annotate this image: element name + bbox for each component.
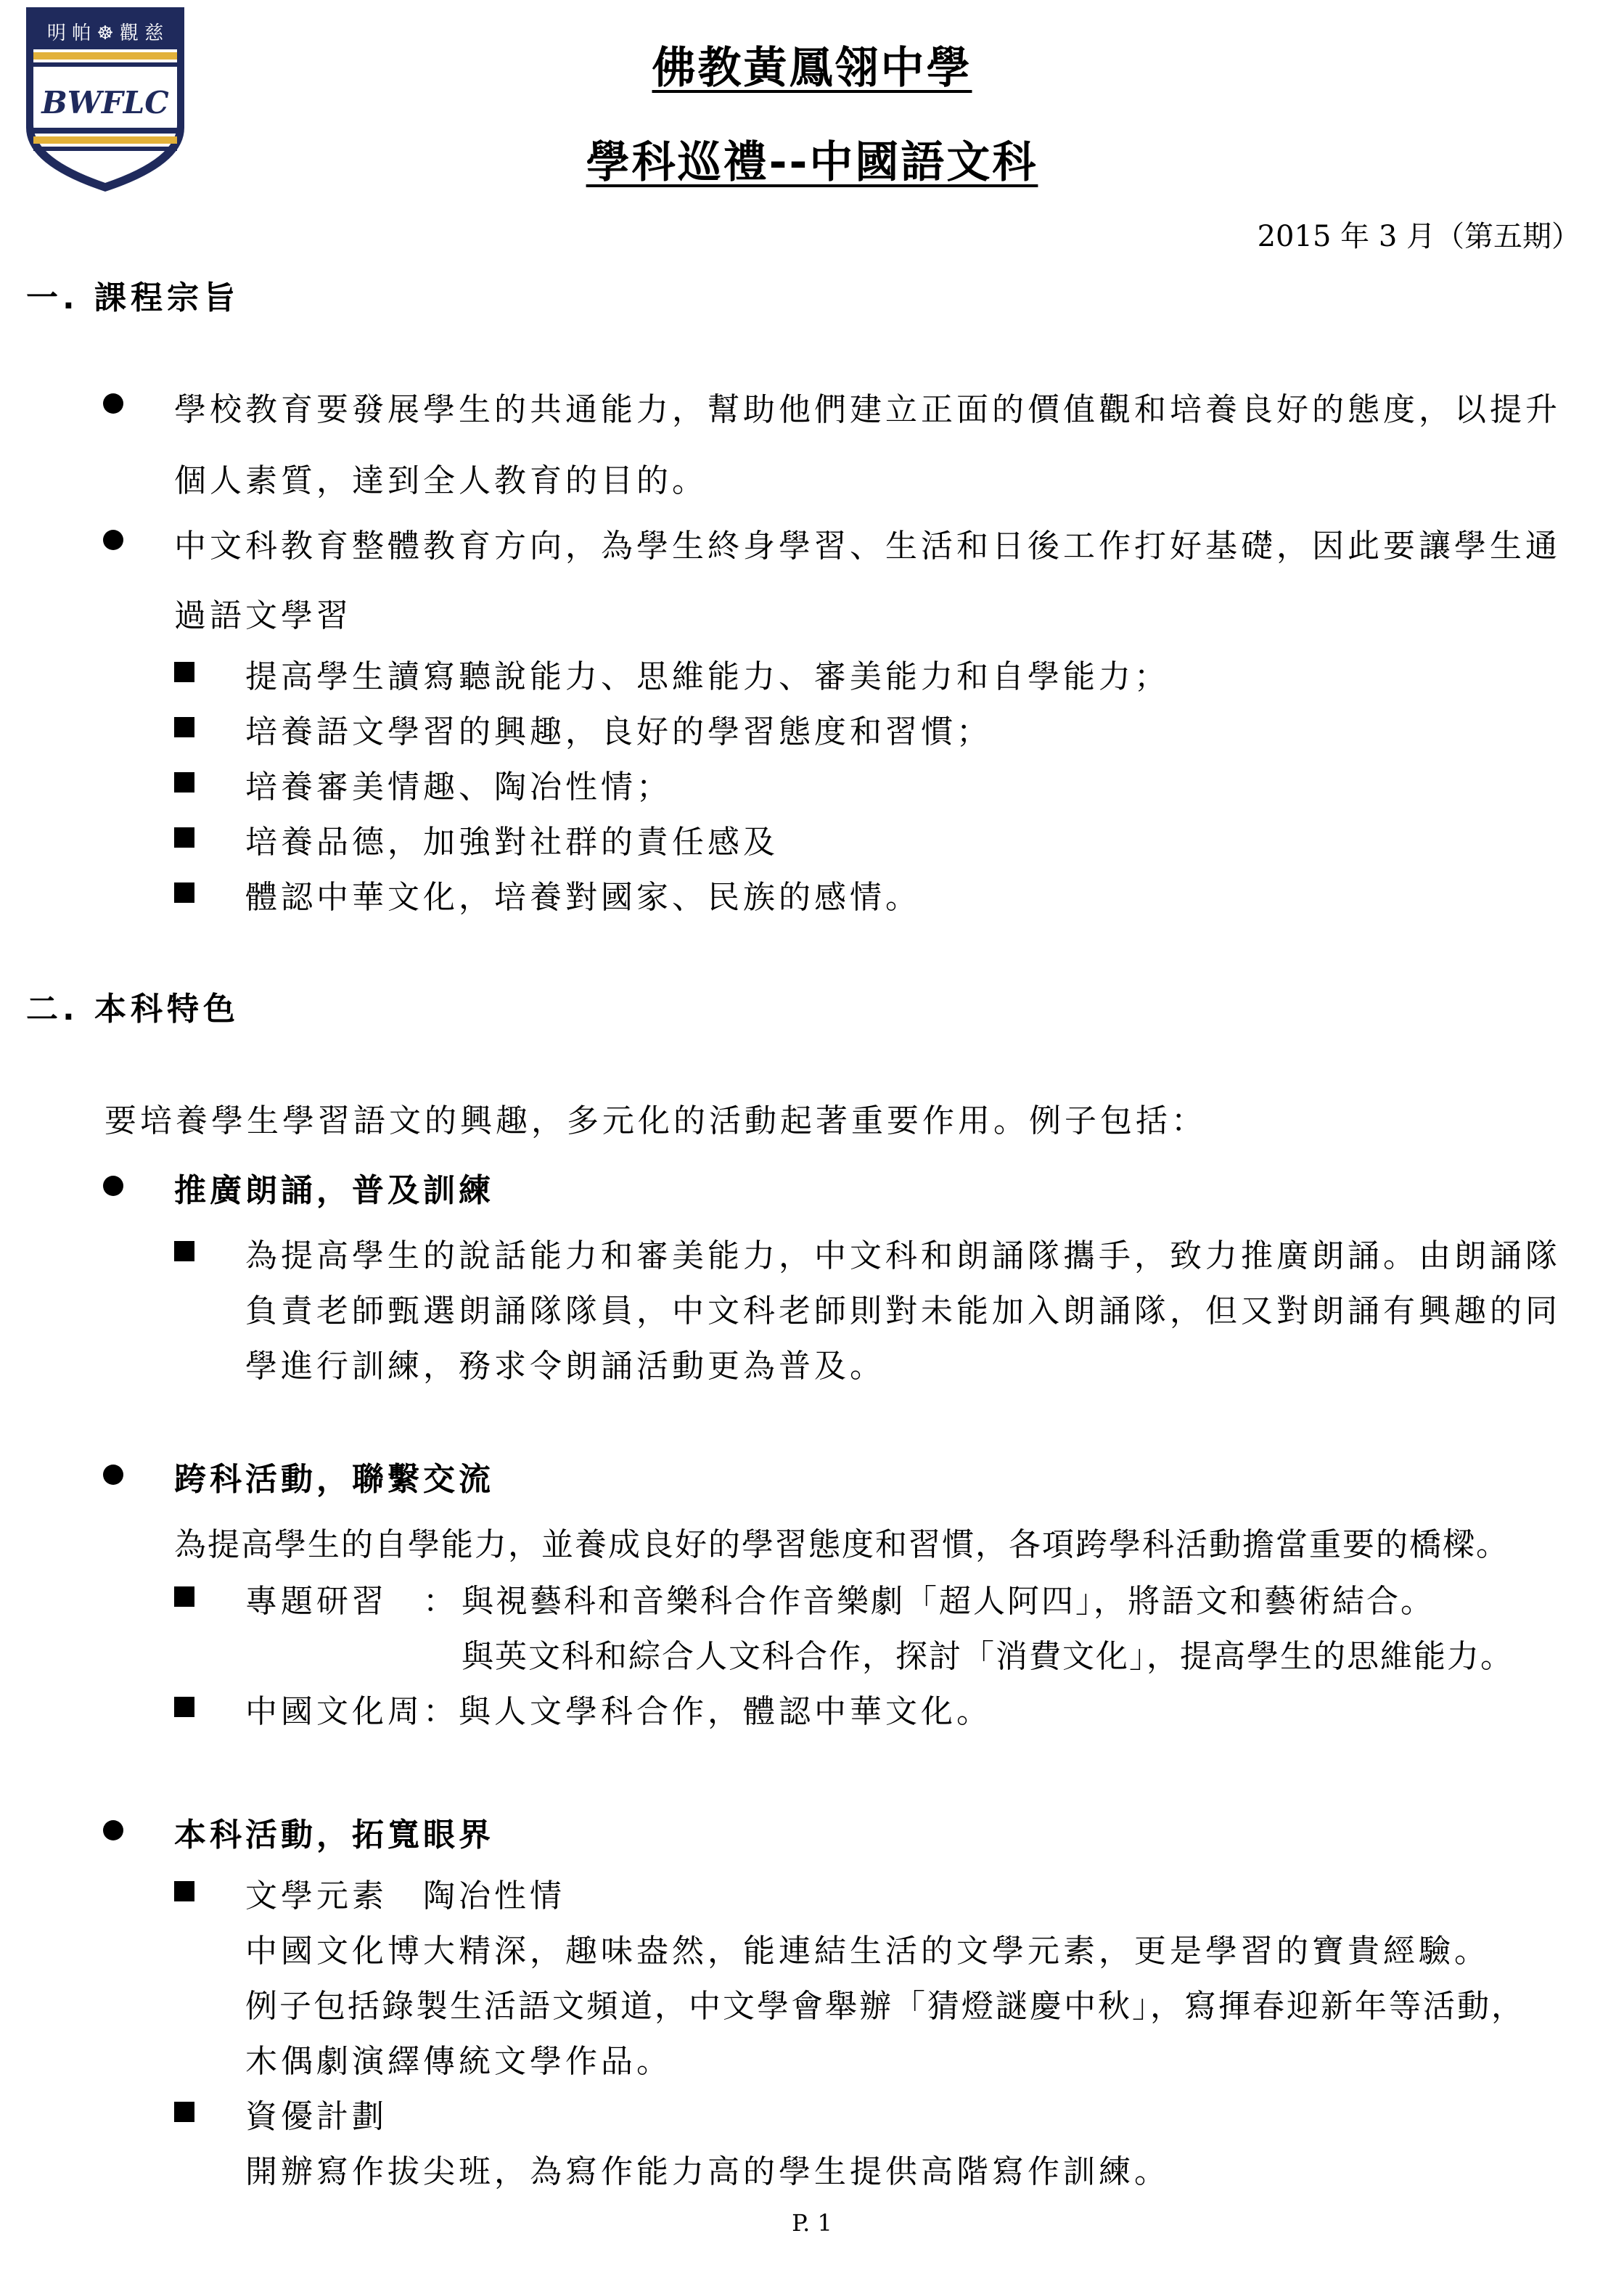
aim-1-line-1: 學校教育要發展學生的共通能力，幫助他們建立正面的價值觀和培養良好的態度，以提升 — [174, 391, 1561, 428]
cross-subject-intro: 為提高學生的自學能力，並養成良好的學習態度和習慣，各項跨學科活動擔當重要的橋樑。 — [174, 1526, 1509, 1563]
aim-sub-item: 培養語文學習的興趣，良好的學習態度和習慣； — [245, 713, 992, 750]
square-bullet-icon — [174, 827, 194, 848]
literature-title: 文學元素 陶冶性情 — [245, 1877, 565, 1914]
bullet-icon — [103, 530, 123, 550]
aim-sub-item: 培養品德，加強對社群的責任感及 — [245, 824, 779, 861]
recitation-line: 負責老師甄選朗誦隊隊員，中文科老師則對未能加入朗誦隊，但又對朗誦有興趣的同 — [245, 1293, 1561, 1330]
recitation-line: 為提高學生的說話能力和審美能力，中文科和朗誦隊攜手，致力推廣朗誦。由朗誦隊 — [245, 1237, 1561, 1274]
bullet-icon — [103, 1465, 123, 1485]
literature-line: 木偶劇演繹傳統文學作品。 — [245, 2043, 672, 2080]
logo-text: BWFLC — [41, 85, 169, 120]
square-bullet-icon — [174, 662, 194, 682]
project-line-1: 與視藝科和音樂科合作音樂劇「超人阿四」，將語文和藝術結合。 — [462, 1583, 1435, 1620]
bullet-icon — [103, 393, 123, 414]
aim-sub-item: 培養審美情趣、陶冶性情； — [245, 769, 672, 806]
bullet-icon — [103, 1820, 123, 1840]
project-label: 專題研習 ： — [245, 1583, 459, 1620]
square-bullet-icon — [174, 772, 194, 793]
aim-2-line-1: 中文科教育整體教育方向，為學生終身學習、生活和日後工作打好基礎，因此要讓學生通 — [174, 528, 1561, 565]
page-number: P. 1 — [792, 2209, 832, 2237]
square-bullet-icon — [174, 717, 194, 737]
logo-motto: 明 帕 ☸ 觀 慈 — [46, 22, 164, 44]
square-bullet-icon — [174, 1586, 194, 1607]
aim-sub-item: 提高學生讀寫聽說能力、思維能力、審美能力和自學能力； — [245, 658, 1170, 695]
literature-line: 中國文化博大精深，趣味盎然，能連結生活的文學元素，更是學習的寶貴經驗。 — [245, 1933, 1490, 1970]
document-title: 學科巡禮--中國語文科 — [586, 137, 1038, 188]
section-heading-features: 二. 本科特色 — [26, 991, 240, 1028]
aim-1-line-2: 個人素質，達到全人教育的目的。 — [174, 462, 708, 499]
aim-2-line-2: 過語文學習 — [174, 597, 352, 634]
square-bullet-icon — [174, 1881, 194, 1901]
features-intro: 要培養學生學習語文的興趣，多元化的活動起著重要作用。例子包括： — [104, 1102, 1207, 1139]
gifted-title: 資優計劃 — [245, 2098, 387, 2135]
gifted-line: 開辦寫作拔尖班，為寫作能力高的學生提供高階寫作訓練。 — [245, 2153, 1170, 2190]
literature-line: 例子包括錄製生活語文頻道，中文學會舉辦「猜燈謎慶中秋」，寫揮春迎新年等活動， — [245, 1988, 1525, 2025]
square-bullet-icon — [174, 882, 194, 903]
bullet-icon — [103, 1176, 123, 1196]
recitation-line: 學進行訓練，務求令朗誦活動更為普及。 — [245, 1348, 885, 1385]
aim-sub-item: 體認中華文化，培養對國家、民族的感情。 — [245, 879, 921, 916]
culture-week: 中國文化周：與人文學科合作，體認中華文化。 — [245, 1693, 992, 1730]
issue-date: 2015 年 3 月（第五期） — [1257, 220, 1580, 253]
square-bullet-icon — [174, 1241, 194, 1261]
school-name: 佛教黃鳳翎中學 — [652, 43, 972, 94]
project-line-2: 與英文科和綜合人文科合作，探討「消費文化」，提高學生的思維能力。 — [462, 1638, 1514, 1675]
square-bullet-icon — [174, 2102, 194, 2122]
square-bullet-icon — [174, 1697, 194, 1717]
feature-title-cross-subject: 跨科活動，聯繫交流 — [174, 1461, 494, 1498]
section-heading-aims: 一. 課程宗旨 — [26, 279, 240, 316]
feature-title-recitation: 推廣朗誦，普及訓練 — [174, 1172, 494, 1209]
feature-title-activities: 本科活動，拓寬眼界 — [174, 1817, 494, 1854]
